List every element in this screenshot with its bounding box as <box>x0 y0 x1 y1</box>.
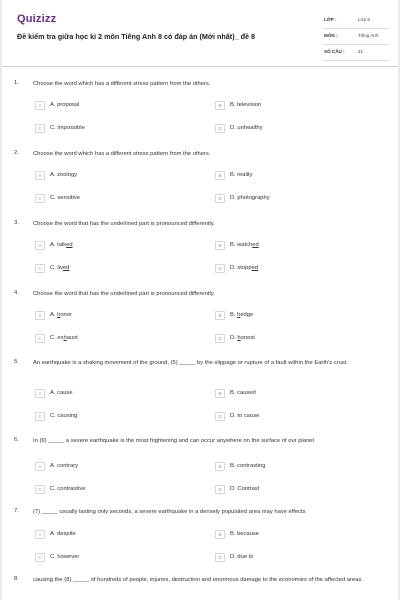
meta-subject-value: Tiếng Anh <box>358 33 379 38</box>
question-number: 2. <box>14 150 19 156</box>
option-letter-box: C <box>35 485 45 494</box>
option-text-part: edge <box>240 312 254 318</box>
option-text-part: B. <box>230 312 238 318</box>
option-text-part: C. ex <box>50 335 64 341</box>
answer-option-c[interactable] <box>35 410 77 422</box>
option-text-part: A. talk <box>50 242 67 248</box>
option-underlined-part: ed <box>251 265 259 271</box>
header-divider <box>2 66 398 67</box>
option-letter-box: C <box>35 124 45 133</box>
answer-option-b[interactable] <box>215 239 259 251</box>
option-label <box>230 390 256 396</box>
option-text-part: D. stopp <box>230 265 252 271</box>
option-label <box>50 102 79 108</box>
answer-option-d[interactable] <box>215 192 270 204</box>
option-letter-box: C <box>35 194 45 203</box>
option-label <box>50 125 85 131</box>
question-text: Choose the word that has the underlined part is pronounced differently. <box>33 221 215 227</box>
question-number: 3. <box>14 220 19 226</box>
option-text-part: B. caused <box>230 390 256 396</box>
option-label <box>230 486 259 492</box>
option-label <box>230 335 255 341</box>
option-underlined-part: h <box>237 335 241 341</box>
question-number: 5. <box>14 359 19 365</box>
option-text-part: C. causing <box>50 413 78 419</box>
option-label <box>50 242 73 248</box>
question-text: Choose the word that has the underlined part is pronounced differently. <box>33 291 215 297</box>
option-letter-box: C <box>35 412 45 421</box>
option-label <box>50 486 85 492</box>
answer-option-c[interactable] <box>35 551 79 563</box>
option-text-part: A. zoology <box>50 172 78 178</box>
option-letter-box: A <box>35 462 45 471</box>
option-text-part: D. due to <box>230 554 254 560</box>
answer-option-b[interactable] <box>215 169 253 181</box>
question-number: 8. <box>14 576 19 582</box>
answer-option-d[interactable] <box>215 410 259 422</box>
option-label <box>230 265 258 271</box>
answer-option-c[interactable] <box>35 332 78 344</box>
answer-option-d[interactable] <box>215 332 255 344</box>
option-label <box>230 463 265 469</box>
option-letter-box: A <box>35 389 45 398</box>
meta-count-label: SỐ CÂU : <box>324 49 345 54</box>
option-letter-box: B <box>215 241 225 250</box>
answer-option-b[interactable] <box>215 309 253 321</box>
option-label <box>230 413 259 419</box>
option-letter-box: B <box>215 530 225 539</box>
option-text-part: B. watch <box>230 242 253 248</box>
answer-option-c[interactable] <box>35 122 85 134</box>
option-label <box>50 554 79 560</box>
option-letter-box: A <box>35 101 45 110</box>
question-text: In (6) _____ a severe earthquake is the most frightening and can occur anywhere on the surface of our planet <box>33 438 314 444</box>
option-letter-box: B <box>215 462 225 471</box>
option-label <box>230 195 270 201</box>
question-number: 4. <box>14 290 19 296</box>
answer-option-c[interactable] <box>35 192 80 204</box>
option-letter-box: D <box>215 264 225 273</box>
option-text-part: onest <box>240 335 255 341</box>
option-text-part: A. cause <box>50 390 73 396</box>
option-label <box>50 413 77 419</box>
answer-option-a[interactable] <box>35 309 72 321</box>
answer-option-a[interactable] <box>35 99 79 111</box>
option-text-part: B. reality <box>230 172 253 178</box>
answer-option-b[interactable] <box>215 460 265 472</box>
option-letter-box: D <box>215 412 225 421</box>
option-text-part: A. <box>50 312 58 318</box>
option-letter-box: A <box>35 311 45 320</box>
option-text-part: D. <box>230 335 238 341</box>
quizizz-logo: Quizizz <box>17 13 57 25</box>
meta-count-row <box>324 45 388 61</box>
answer-option-a[interactable] <box>35 169 77 181</box>
option-letter-box: C <box>35 334 45 343</box>
option-underlined-part: h <box>63 335 67 341</box>
page-title: Đề kiểm tra giữa học kì 2 môn Tiếng Anh 8 có đáp án (Mới nhất)_ đề 8 <box>17 32 255 41</box>
answer-option-d[interactable] <box>215 122 263 134</box>
option-letter-box: A <box>35 241 45 250</box>
option-label <box>50 531 76 537</box>
option-letter-box: A <box>35 171 45 180</box>
option-text-part: D. unhealthy <box>230 125 263 131</box>
option-underlined-part: h <box>57 312 61 318</box>
option-letter-box: B <box>215 389 225 398</box>
question-number: 7. <box>14 508 19 514</box>
option-text-part: C. contrastive <box>50 486 86 492</box>
option-text-part: C. impossible <box>50 125 85 131</box>
option-label <box>230 531 259 537</box>
option-text-part: D. to cause <box>230 413 260 419</box>
answer-option-a[interactable] <box>35 528 76 540</box>
meta-count-value: 21 <box>358 49 364 54</box>
option-label <box>230 172 253 178</box>
option-text-part: B. television <box>230 102 262 108</box>
option-text-part: B. because <box>230 531 260 537</box>
option-letter-box: A <box>35 530 45 539</box>
option-label <box>50 390 73 396</box>
option-text-part: C. however <box>50 554 80 560</box>
option-text-part: D. Contrast <box>230 486 260 492</box>
option-underlined-part: h <box>237 312 241 318</box>
option-text-part: D. photography <box>230 195 270 201</box>
option-underlined-part: ed <box>252 242 259 248</box>
worksheet-header <box>2 0 398 64</box>
meta-class-row <box>324 13 388 29</box>
option-label <box>50 335 78 341</box>
option-underlined-part: ed <box>66 242 73 248</box>
option-text-part: A. contrary <box>50 463 79 469</box>
option-letter-box: D <box>215 334 225 343</box>
meta-class-value: Lớp 8 <box>358 17 370 22</box>
answer-option-b[interactable] <box>215 387 256 399</box>
question-text: (7) _____ usually lasting only seconds, a severe earthquake in a densely populated area may have effects <box>33 509 306 515</box>
question-text: Choose the word which has a different stress pattern from the others. <box>33 151 211 157</box>
option-text-part: C. liv <box>50 265 63 271</box>
option-letter-box: D <box>215 485 225 494</box>
option-text-part: B. contrasting <box>230 463 266 469</box>
option-text-part: C. sensitive <box>50 195 80 201</box>
option-label <box>230 554 254 560</box>
option-text-part: onor <box>60 312 72 318</box>
meta-subject-label: MÔN : <box>324 33 338 38</box>
option-letter-box: B <box>215 101 225 110</box>
meta-subject-row <box>324 29 388 45</box>
option-letter-box: B <box>215 171 225 180</box>
option-label <box>230 242 259 248</box>
option-label <box>50 463 78 469</box>
question-number: 1. <box>14 80 19 86</box>
question-text: Choose the word which has a different stress pattern from the others. <box>33 81 211 87</box>
option-letter-box: D <box>215 124 225 133</box>
option-text-part: A. proposal <box>50 102 80 108</box>
answer-option-c[interactable] <box>35 262 69 274</box>
worksheet-page <box>2 0 398 600</box>
question-number: 6. <box>14 437 19 443</box>
option-letter-box: B <box>215 311 225 320</box>
option-label <box>50 195 80 201</box>
question-text: An earthquake is a shaking movement of the ground, (5) _____ by the slippage or rupture of a fault within the Earth's crust. <box>33 360 348 366</box>
answer-option-a[interactable] <box>35 387 73 399</box>
answer-option-a[interactable] <box>35 460 78 472</box>
option-label <box>50 265 69 271</box>
option-underlined-part: ed <box>62 265 70 271</box>
answer-option-b[interactable] <box>215 99 261 111</box>
option-letter-box: C <box>35 264 45 273</box>
option-letter-box: C <box>35 553 45 562</box>
option-text-part: A. despite <box>50 531 76 537</box>
option-text-part: aust <box>66 335 78 341</box>
option-label <box>230 125 263 131</box>
answer-option-d[interactable] <box>215 551 254 563</box>
answer-option-d[interactable] <box>215 483 259 495</box>
option-label <box>230 102 261 108</box>
option-letter-box: D <box>215 194 225 203</box>
answer-option-c[interactable] <box>35 483 85 495</box>
question-text: causing the (8) _____ of hundreds of people, injuries, destruction and enormous damage to the economies of the affected areas. <box>33 577 363 583</box>
option-label <box>230 312 253 318</box>
option-letter-box: D <box>215 553 225 562</box>
answer-option-a[interactable] <box>35 239 73 251</box>
meta-class-label: LỚP : <box>324 17 337 22</box>
answer-option-d[interactable] <box>215 262 258 274</box>
answer-option-b[interactable] <box>215 528 259 540</box>
option-label <box>50 312 72 318</box>
option-label <box>50 172 77 178</box>
